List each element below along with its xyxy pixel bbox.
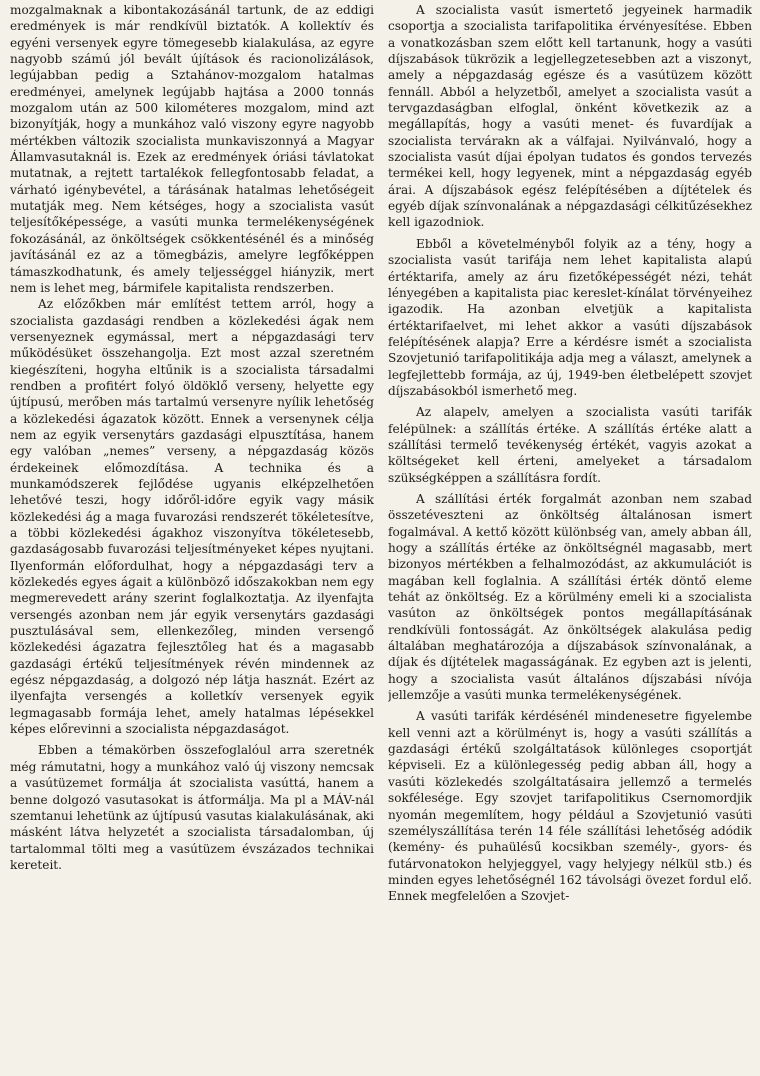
right-paragraph-4: A szállítási érték forgalmát azonban nem szabad összetéveszteni az önköltség általánosan ismert fogalmával. A kettő között különbség van, amely abban áll, hogy a szállítás értéke az önköltségnél magasabb, mert bizonyos mértékben a felhalmozódást, az akkumulációt is magában kell foglalnia. A szállítási érték döntő eleme tehát az önköltség. Ez a körülmény emeli ki a szocialista vasúton az önköltségek pontos megállapításának rendkívüli fontosságát. Az önköltségek alakulása pedig általában meghatározója a díjszabások színvonalának, a díjak és díjtételek magasságának. Ez egyben azt is jelenti, hogy a szocialista vasút általános díjszabási nívója jellemzője a vasúti munka termelékenységének. [388,491,752,703]
right-column [388,2,752,1076]
right-paragraph-3: Az alapelv, amelyen a szocialista vasúti tarifák felépülnek: a szállítás értéke. A szállítás értéke alatt a szállítási termelő tevékenység értékét, vagyis azokat a költségeket kell érteni, amelyeket a társadalom szükségképpen a szállításra fordít. [388,405,752,485]
left-column [10,2,374,1076]
left-paragraph-2: Az előzőkben már említést tettem arról, hogy a szocialista gazdasági rendben a közlekedési ágak nem versenyeznek egymással, mert a népgazdasági terv működésüket összehangolja. Ezt most azzal szeretném kiegészíteni, hogyha eltűnik is a szocialista társadalmi rendben a profitért folyó öldöklő verseny, helyette egy újtípusú, merőben más tartalmú versenyre nyílik lehetőség a közlekedési ágazatok között. Ennek a versenynek célja nem az egyik versenytárs gazdasági elpusztítása, hanem egy valóban „nemes” verseny, a népgazdaság közös érdekeinek előmozdítása. A technika és a munkamódszerek fejlődése ugyanis elképzelhetően lehetővé teszi, hogy időről-időre egyik vagy másik közlekedési ág a maga fuvarozási rendszerét tökéletesítve, a többi közlekedési ágakhoz viszonyítva tökéletesebb, gazdaságosabb fuvarozási teljesítményeket képes nyujtani. Ilyenformán előfordulhat, hogy a népgazdasági terv a közlekedés egyes ágait a különböző időszakokban nem egy megmerevedett arány szerint foglalkoztatja. Az ilyenfajta versengés azonban nem jár egyik versenytárs gazdasági pusztulásával sem, ellenkezőleg, minden versengő közlekedési ágazatra fejlesztőleg hat és a magasabb gazdasági értékű teljesítmények révén mindennek az egész népgazdaság, a dolgozó nép látja hasznát. Ezért az ilyenfajta versengés a kolletkív versenyek egyik legmagasabb formája lehet, amely hatalmas lépésekkel képes előrevinni a szocialista népgazdaságot. [10,297,374,737]
left-paragraph-1: mozgalmaknak a kibontakozásánál tartunk, de az eddigi eredmények is már rendkívül biztatók. A kollektív és egyéni versenyek egyre tömegesebb kialakulása, az egyre nagyobb számú jól bevált újítások és racionolizálások, legújabban pedig a Sztahánov-mozgalom hatalmas eredményei, amelynek legújabb hajtása a 2000 tonnás mozgalom után az 500 kilométeres mozgalom, mind azt bizonyítják, hogy a munkához való viszony egyre nagyobb mértékben változik szocialista munkaviszonnyá a Magyar Államvasutaknál is. Ezek az eredmények óriási távlatokat mutatnak, a rejtett tartalékok fellegfontosabb feladat, a várható igénybevétel, a tárásának hatalmas lehetőségeit mutatják meg. Nem kétséges, hogy a szocialista vasút teljesítőképessége, a vasúti munka termelékenységének fokozásánál, az önköltségek csökkentésénél és a minőség javításánál ez az a tömegbázis, amelyre legfőképpen támaszkodhatunk, és amely teljességgel hiányzik, mert nem is lehet meg, bármifele kapitalista rendszerben. [10,3,374,295]
left-paragraph-3: Ebben a témakörben összefoglalóul arra szeretnék még rámutatni, hogy a munkához való új viszony nemcsak a vasútüzemet formálja át szocialista vasúttá, hanem a benne dolgozó vasutasokat is átformálja. Ma pl a MÁV-nál szemtanui lehetünk az újtípusú vasutas kialakulásának, aki másként látva helyzetét a szocialista társadalomban, új tartalommal tölti meg a vasútüzem évszázados technikai kereteit. [10,743,374,872]
right-paragraph-1: A szocialista vasút ismertető jegyeinek harmadik csoportja a szocialista tarifapolitika érvényesítése. Ebben a vonatkozásban szem előtt kell tartanunk, hogy a vasúti díjszabások tükrözik a legjellegzetesebben azt a viszonyt, amely a népgazdaság egésze és a vasútüzem között fennáll. Abból a helyzetből, amelyet a szocialista vasút a tervgazdaságban elfoglal, önként következik az a megállapítás, hogy a vasúti menet- és fuvardíjak a szocialista tervárakn ak a válfajai. Nyilvánvaló, hogy a szocialista vasút díjai épolyan tudatos és gondos tervezés termékei kell, hogy legyenek, mint a népgazdaság egyéb árai. A díjszabások egész felépítésében a díjtételek és egyéb díjak színvonalának a népgazdasági célkitűzésekhez kell igazodniok. [388,3,752,230]
right-paragraph-2: Ebből a követelményből folyik az a tény, hogy a szocialista vasút tarifája nem lehet kapitalista alapú értéktarifa, amely az áru fizetőképességét nézi, tehát lényegében a kapitalista piac kereslet-kínálat törvényeihez igazodik. Ha azonban elvetjük a kapitalista értéktarifaelvet, mi lehet akkor a vasúti díjszabások felépítésének alapja? Erre a kérdésre ismét a szocialista Szovjetunió tarifapolitikája adja meg a választ, amelynek a legfejlettebb formája, az új, 1949-ben életbelépett szovjet díjszabásokból ismerhető meg. [388,236,752,398]
right-paragraph-5: A vasúti tarifák kérdésénél mindenesetre figyelembe kell venni azt a körülményt is, hogy a vasúti szállítás a gazdasági értékű szolgáltatások különleges csoportját képviseli. Ez a különlegesség pedig abban áll, hogy a vasúti közlekedés szolgáltatásaira jellemző a termelés sokfélesége. Egy szovjet tarifapolitikus Csernomordjik nyomán megemlítem, hogy például a Szovjetunió vasúti személyszállítása terén 14 féle szállítási lehetőség adódik (kemény- és puhaülésű kocsikban személy-, gyors- és futárvonatokon helyjeggyel, vagy helyjegy nélkül stb.) és minden egyes lehetőségnél 162 távolsági övezet fordul elő. Ennek megfelelően a Szovjet- [388,709,752,904]
